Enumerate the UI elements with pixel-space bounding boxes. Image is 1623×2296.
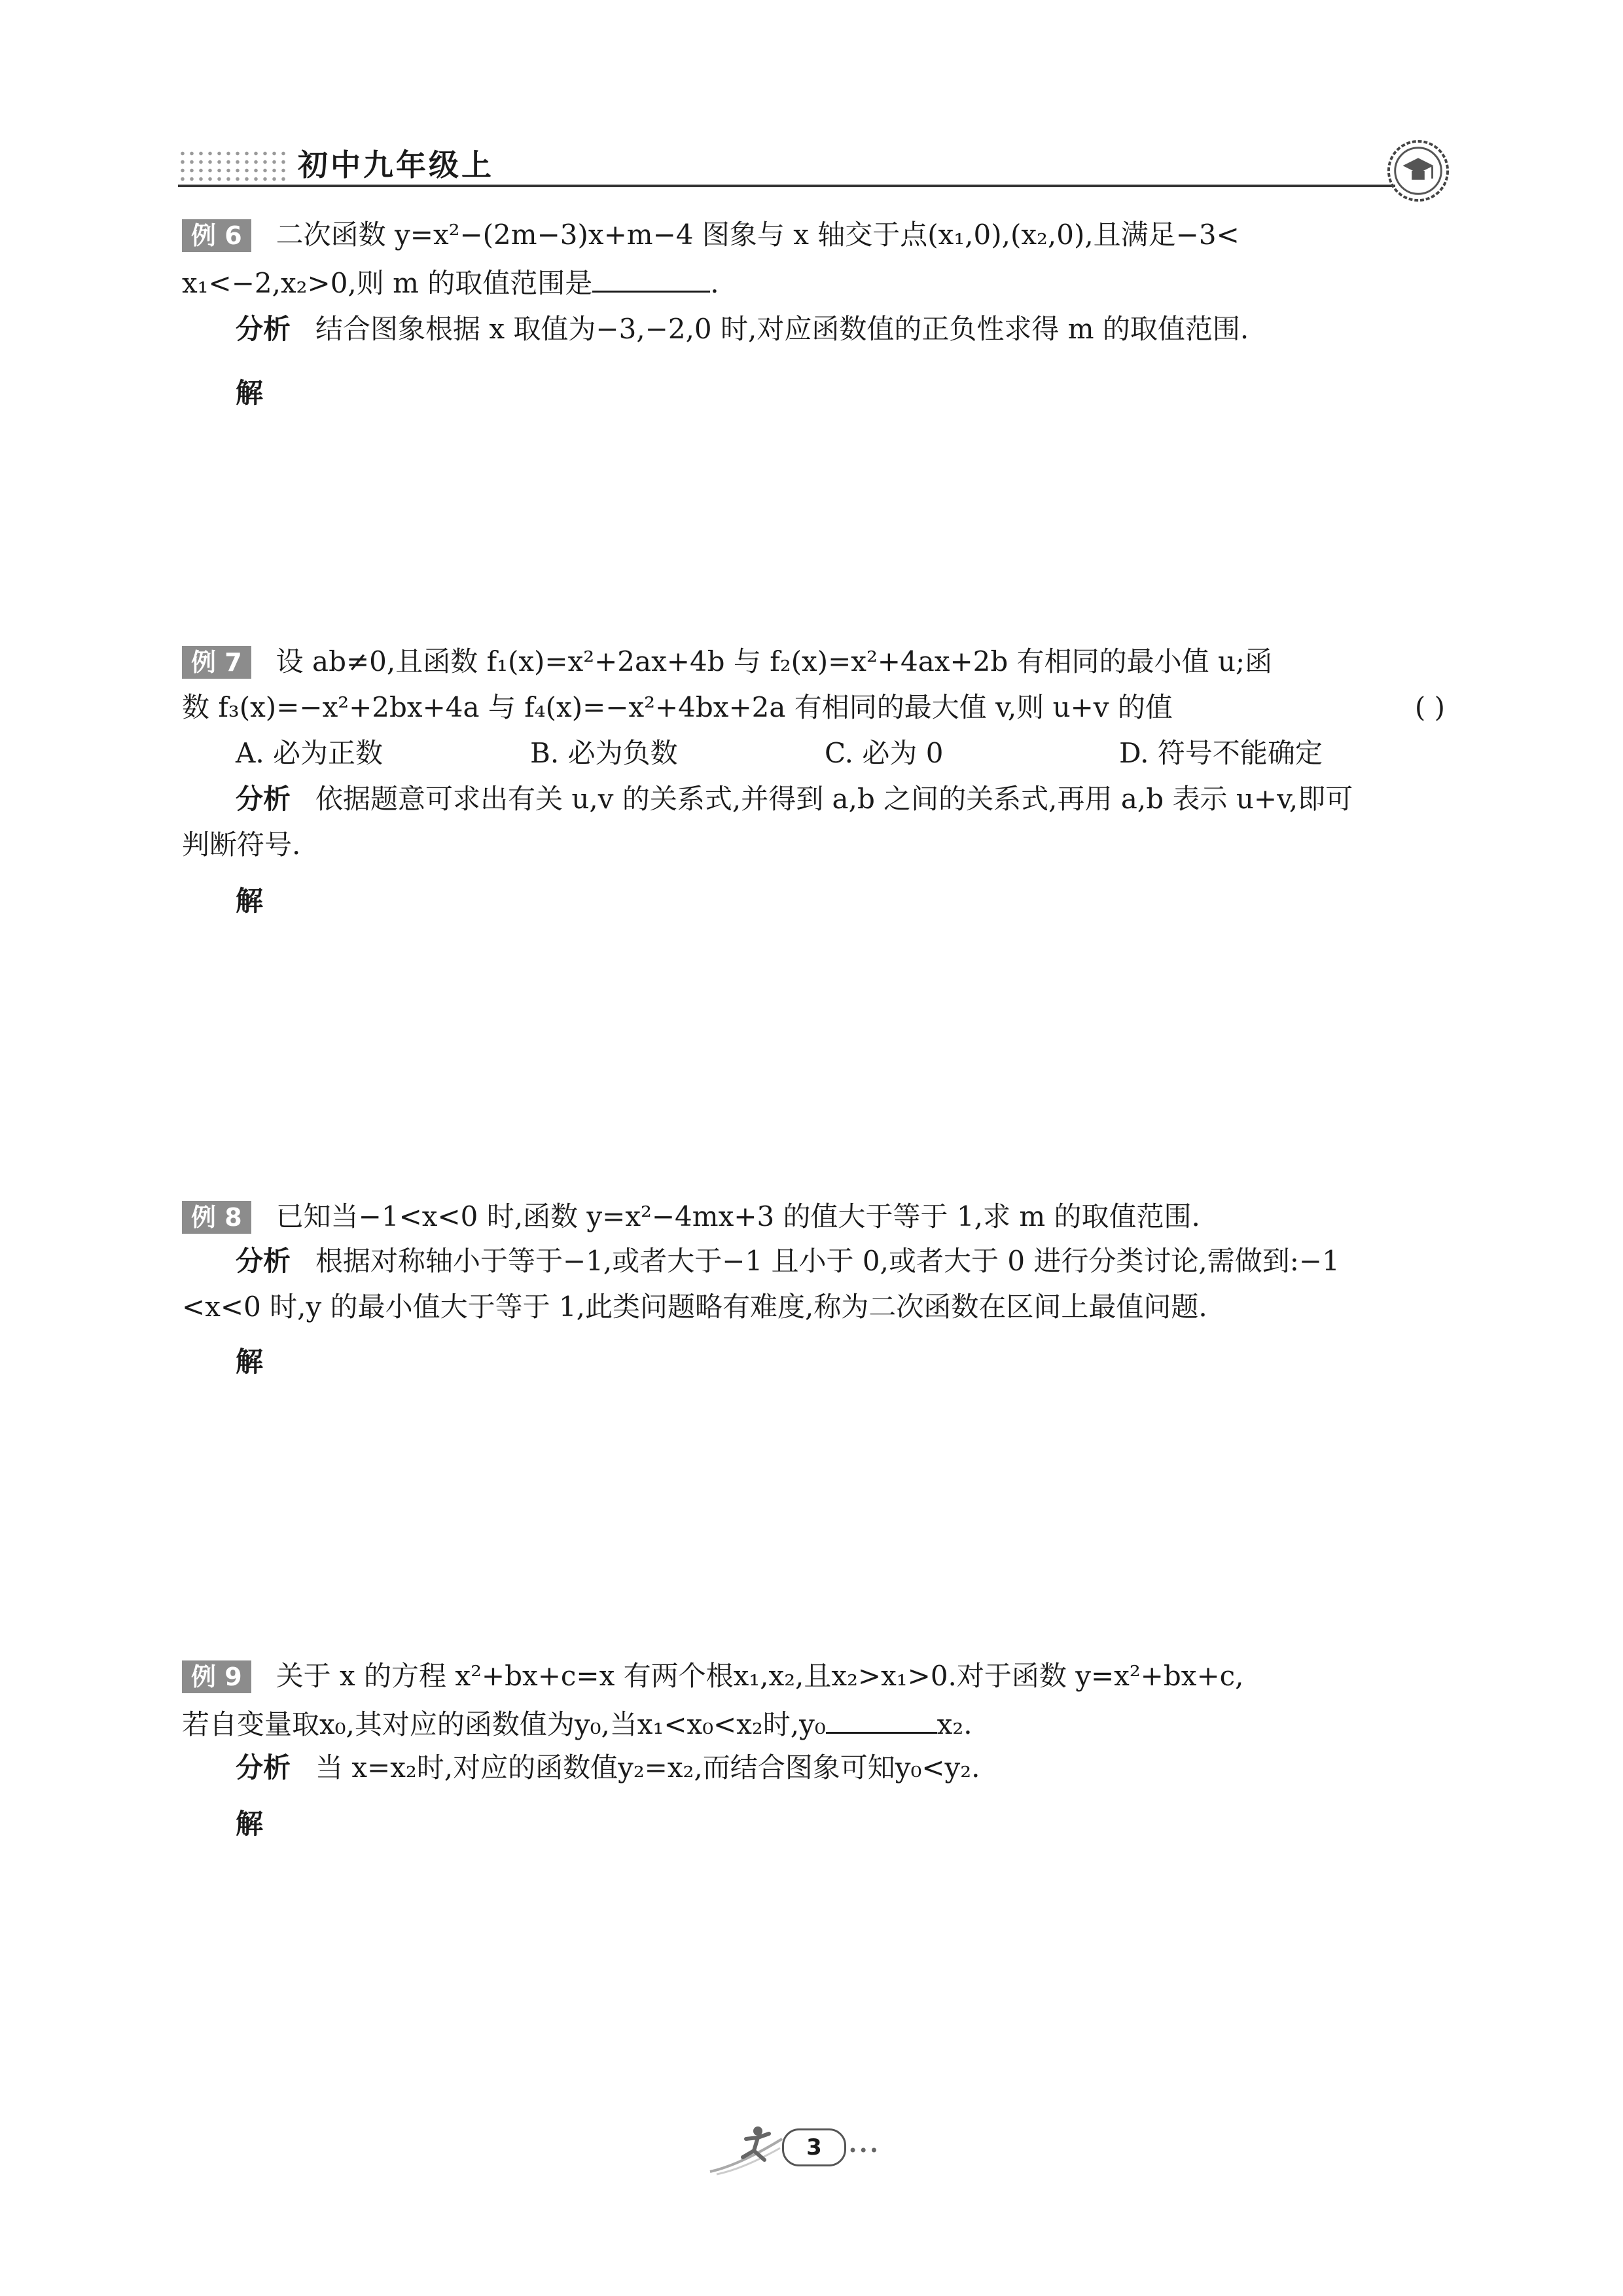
runner-icon — [707, 2119, 785, 2178]
example-7-line-2 — [182, 691, 1445, 724]
example-9-text-1: 关于 x 的方程 x²+bx+c=x 有两个根x₁,x₂,且x₂>x₁>0.对于函数 y=x²+bx+c, — [276, 1660, 1244, 1692]
solution-tag: 解 — [236, 885, 264, 917]
example-6-line-1 — [182, 219, 1240, 252]
answer-blank[interactable] — [826, 1706, 937, 1734]
option-d[interactable]: D. 符号不能确定 — [1119, 737, 1323, 769]
example-7-text-2: 数 f₃(x)=−x²+2bx+4a 与 f₄(x)=−x²+4bx+2a 有相同的最大值 v,则 u+v 的值 — [182, 691, 1173, 723]
example-9-label: 例 9 — [182, 1660, 251, 1693]
header-dot-pattern — [178, 149, 289, 183]
example-7-label: 例 7 — [182, 646, 251, 679]
example-7-analysis-text-1: 依据题意可求出有关 u,v 的关系式,并得到 a,b 之间的关系式,再用 a,b 表示 u+v,即可 — [315, 783, 1353, 815]
option-a[interactable]: A. 必为正数 — [236, 737, 383, 769]
example-8-analysis-2 — [182, 1291, 1207, 1323]
example-9-analysis-text: 当 x=x₂时,对应的函数值y₂=x₂,而结合图象可知y₀<y₂. — [315, 1751, 980, 1784]
solution-tag: 解 — [236, 1808, 264, 1840]
example-6-analysis-text: 结合图象根据 x 取值为−3,−2,0 时,对应函数值的正负性求得 m 的取值范围. — [315, 313, 1249, 345]
example-7-solution — [236, 885, 288, 918]
example-9-line-1 — [182, 1660, 1244, 1693]
example-8-text-1: 已知当−1<x<0 时,函数 y=x²−4mx+3 的值大于等于 1,求 m 的取值范围. — [276, 1200, 1200, 1232]
analysis-tag: 分析 — [236, 313, 291, 345]
example-6-solution — [236, 377, 288, 410]
answer-blank[interactable] — [592, 264, 710, 293]
header-title: 初中九年级上 — [298, 147, 494, 183]
footer-dots: ••• — [848, 2142, 880, 2160]
example-7-analysis-1 — [236, 783, 1353, 816]
example-7-analysis-text-2: 判断符号. — [182, 829, 301, 861]
example-7-options — [236, 737, 1323, 770]
solution-tag: 解 — [236, 377, 264, 409]
option-c[interactable]: C. 必为 0 — [825, 737, 944, 769]
analysis-tag: 分析 — [236, 1245, 291, 1277]
example-8-analysis-1 — [236, 1245, 1340, 1278]
example-8-line-1 — [182, 1200, 1200, 1234]
example-7-line-1 — [182, 645, 1272, 679]
header-rule — [178, 185, 1395, 187]
answer-paren[interactable]: ( ) — [1414, 691, 1445, 723]
analysis-tag: 分析 — [236, 783, 291, 815]
example-6-text-2: x₁<−2,x₂>0,则 m 的取值范围是 — [182, 267, 593, 299]
example-8-analysis-text-2: <x<0 时,y 的最小值大于等于 1,此类问题略有难度,称为二次函数在区间上最值问题. — [182, 1291, 1207, 1323]
example-6-line-2 — [182, 264, 719, 300]
school-seal-icon — [1386, 139, 1450, 203]
example-9-line-2 — [182, 1706, 972, 1741]
example-9-text-2: 若自变量取x₀,其对应的函数值为y₀,当x₁<x₀<x₂时,y₀ — [182, 1708, 826, 1740]
example-7-text-1: 设 ab≠0,且函数 f₁(x)=x²+2ax+4b 与 f₂(x)=x²+4ax+2b 有相同的最小值 u;函 — [276, 645, 1273, 677]
example-9-solution — [236, 1808, 288, 1840]
example-6-text-1: 二次函数 y=x²−(2m−3)x+m−4 图象与 x 轴交于点(x₁,0),(x₂,0),且满足−3< — [276, 219, 1240, 251]
example-7-analysis-2 — [182, 829, 300, 861]
example-6-tail: . — [710, 267, 719, 299]
example-8-analysis-text-1: 根据对称轴小于等于−1,或者大于−1 且小于 0,或者大于 0 进行分类讨论,需做到:−1 — [315, 1245, 1340, 1277]
example-6-label: 例 6 — [182, 219, 251, 252]
solution-tag: 解 — [236, 1346, 264, 1378]
example-9-tail: x₂. — [936, 1708, 972, 1740]
option-b[interactable]: B. 必为负数 — [530, 737, 678, 769]
page-number: 3 — [782, 2128, 846, 2166]
example-8-solution — [236, 1346, 288, 1378]
analysis-tag: 分析 — [236, 1751, 291, 1784]
example-8-label: 例 8 — [182, 1201, 251, 1234]
example-9-analysis — [236, 1751, 980, 1784]
example-6-analysis — [236, 313, 1249, 346]
